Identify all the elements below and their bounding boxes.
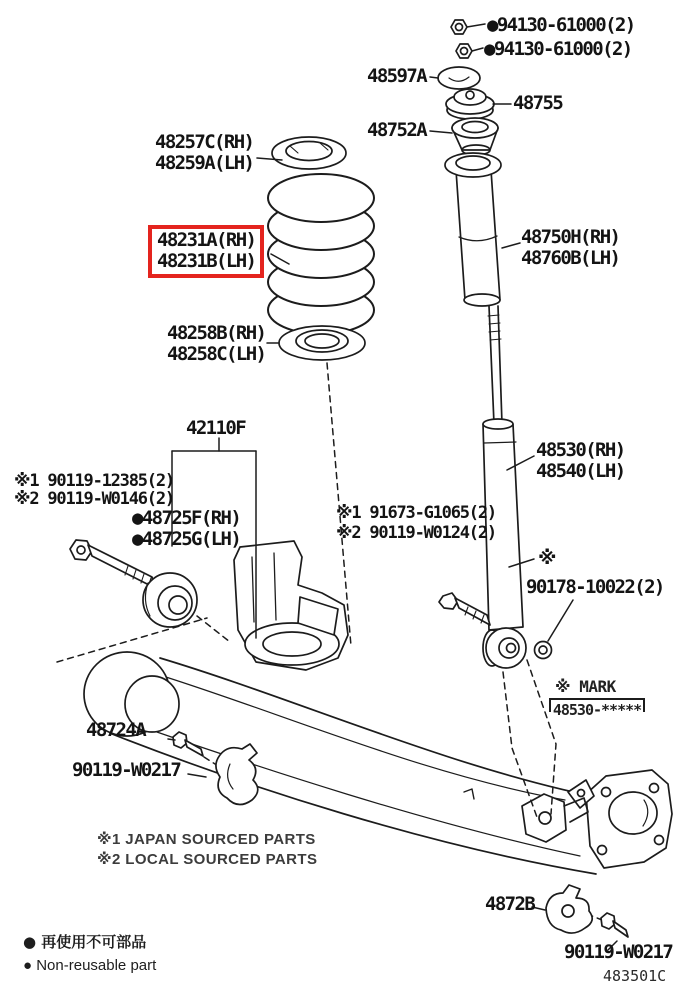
lower-insulator-drawing bbox=[279, 326, 365, 360]
part-label-48750h-group[interactable] bbox=[521, 227, 619, 269]
part-label-48540: 48540(LH) bbox=[536, 460, 625, 482]
part-label-48231b: 48231B(LH) bbox=[157, 250, 256, 272]
legend-nonreusable-en: ● Non-reusable part bbox=[23, 957, 157, 974]
stabilizer-bolt-drawing bbox=[173, 732, 203, 756]
part-label-48257c-group[interactable] bbox=[155, 132, 253, 174]
shock-bolt-drawing bbox=[439, 593, 490, 625]
part-label-94130-1[interactable]: ●94130-61000(2) bbox=[487, 14, 635, 36]
part-label-90178[interactable]: 90178-10022(2) bbox=[526, 576, 664, 598]
note-japan-sourced: ※1 JAPAN SOURCED PARTS bbox=[97, 831, 316, 848]
part-label-48258c: 48258C(LH) bbox=[167, 343, 266, 365]
mark-table-title: ※ MARK bbox=[555, 677, 616, 696]
part-label-48258b-group[interactable] bbox=[167, 323, 265, 365]
part-label-48257c: 48257C(RH) bbox=[155, 131, 254, 153]
coil-spring-drawing bbox=[268, 174, 374, 334]
part-label-48724a[interactable]: 48724A bbox=[86, 719, 146, 741]
part-label-48725g[interactable]: ●48725G(LH) bbox=[132, 528, 241, 550]
part-label-48258b: 48258B(RH) bbox=[167, 322, 266, 344]
part-label-48259a: 48259A(LH) bbox=[155, 152, 254, 174]
part-label-4872b[interactable]: 4872B bbox=[485, 893, 535, 915]
part-label-48530: 48530(RH) bbox=[536, 439, 625, 461]
support-drawing bbox=[446, 89, 494, 119]
pipe-clamp-drawing bbox=[546, 885, 592, 933]
part-label-48755[interactable]: 48755 bbox=[513, 92, 563, 114]
mark-table-value: 48530-***** bbox=[552, 701, 642, 719]
bushing-drawing bbox=[143, 573, 197, 627]
note-91673-g1065: ※1 91673-G1065(2) bbox=[336, 503, 496, 523]
part-label-48750h: 48750H(RH) bbox=[521, 226, 620, 248]
part-label-48231a: 48231A(RH) bbox=[157, 229, 256, 251]
part-label-90119-w0217-left[interactable]: 90119-W0217 bbox=[72, 759, 181, 781]
diagram-code: 483501C bbox=[603, 967, 667, 985]
note-local-sourced: ※2 LOCAL SOURCED PARTS bbox=[97, 851, 318, 868]
washer-drawing bbox=[438, 67, 480, 89]
nut-drawings bbox=[451, 20, 472, 58]
clamp-bolt-drawing bbox=[601, 913, 628, 937]
note-90119-12385: ※1 90119-12385(2) bbox=[14, 471, 174, 491]
part-label-48597a[interactable]: 48597A bbox=[367, 65, 427, 87]
mark-table bbox=[549, 677, 645, 719]
part-label-94130-2[interactable]: ●94130-61000(2) bbox=[484, 38, 632, 60]
part-label-48530-group[interactable] bbox=[536, 440, 625, 482]
highlighted-part-48231[interactable] bbox=[148, 225, 264, 278]
spring-seat-bracket-drawing bbox=[234, 541, 348, 670]
dust-cover-drawing bbox=[445, 153, 501, 306]
part-label-48752a[interactable]: 48752A bbox=[367, 119, 427, 141]
note-90119-w0124: ※2 90119-W0124(2) bbox=[336, 523, 496, 543]
shock-nut-drawing bbox=[535, 642, 552, 659]
mark-table-cell bbox=[549, 698, 645, 719]
mark-symbol: ※ bbox=[538, 547, 555, 569]
part-label-48725f[interactable]: ●48725F(RH) bbox=[132, 507, 241, 529]
shock-absorber-drawing bbox=[483, 306, 526, 668]
part-label-90119-w0217-right[interactable]: 90119-W0217 bbox=[564, 941, 673, 963]
part-label-48760b: 48760B(LH) bbox=[521, 247, 620, 269]
legend-nonreusable-jp: ● 再使用不可部品 bbox=[23, 933, 147, 951]
note-90119-w0146: ※2 90119-W0146(2) bbox=[14, 489, 174, 509]
upper-insulator-drawing bbox=[272, 137, 346, 169]
strut-mount-drawing bbox=[452, 118, 498, 155]
part-label-42110f[interactable]: 42110F bbox=[186, 417, 246, 439]
clamp-drawing bbox=[216, 744, 258, 805]
